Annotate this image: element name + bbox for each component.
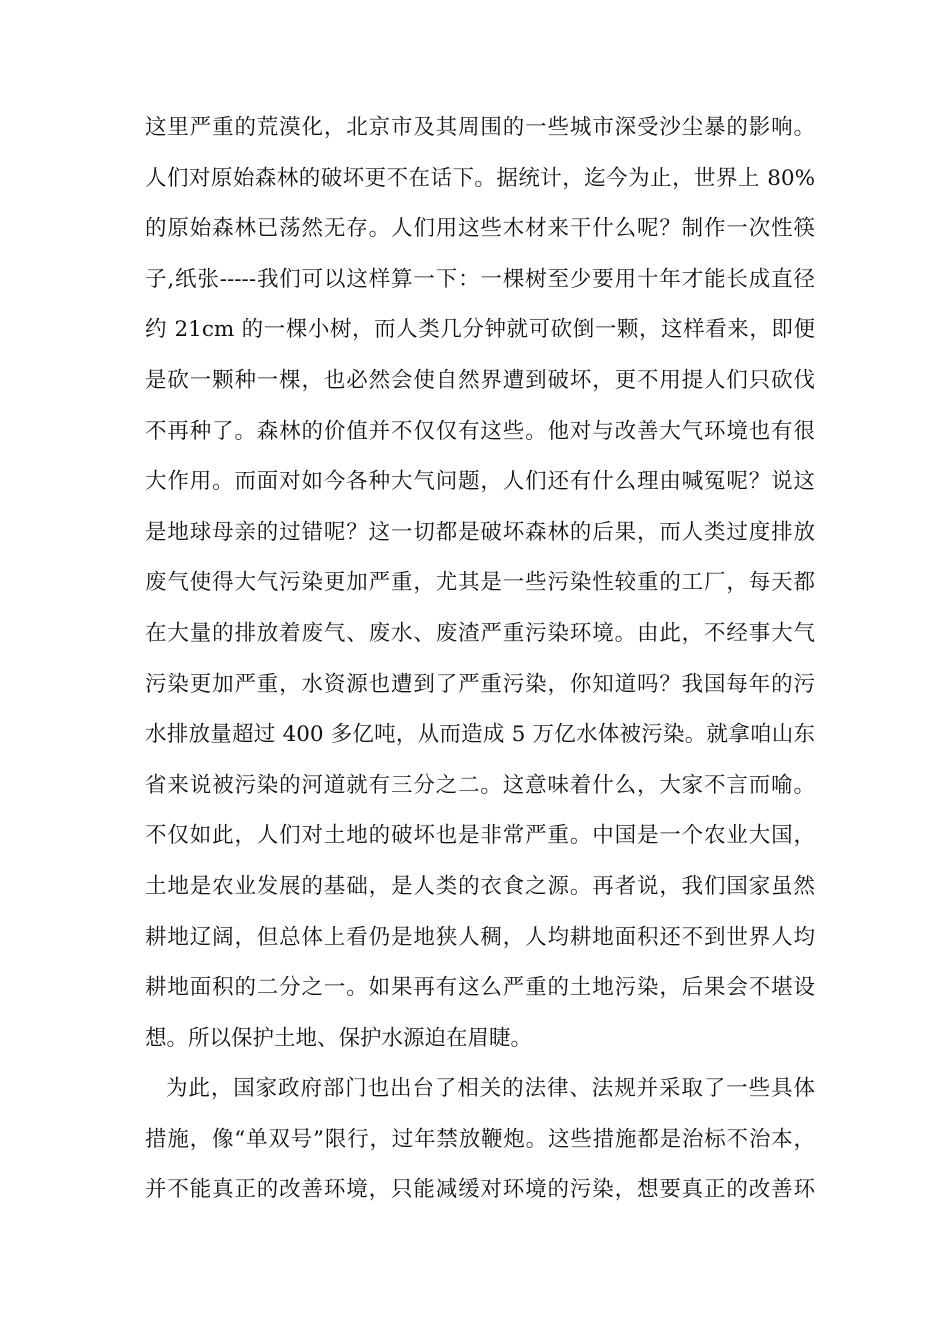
text-line: 想。所以保护土地、保护水源迫在眉睫。 — [145, 1025, 533, 1051]
text-line: 不再种了。森林的价值并不仅仅有这些。他对与改善大气环境也有很 — [145, 418, 815, 444]
text-line: 耕地面积的二分之一。如果再有这么严重的土地污染，后果会不堪设 — [145, 975, 815, 1001]
text-line: 约 21cm 的一棵小树，而人类几分钟就可砍倒一颗，这样看来，即便 — [145, 317, 815, 343]
text-line: 是砍一颗种一棵，也必然会使自然界遭到破坏，更不用提人们只砍伐 — [145, 367, 815, 393]
text-line: 并不能真正的改善环境，只能减缓对环境的污染，想要真正的改善环 — [145, 1177, 815, 1203]
text-line: 污染更加严重，水资源也遭到了严重污染，你知道吗？我国每年的污 — [145, 671, 815, 697]
text-line: 不仅如此，人们对土地的破坏也是非常严重。中国是一个农业大国， — [145, 823, 815, 849]
paragraph-start-line: 为此，国家政府部门也出台了相关的法律、法规并采取了一些具体 — [166, 1076, 815, 1102]
text-line: 措施，像“单双号”限行，过年禁放鞭炮。这些措施都是治标不治本， — [145, 1126, 815, 1152]
body-text — [145, 103, 815, 1216]
text-line: 子,纸张-----我们可以这样算一下：一棵树至少要用十年才能长成直径 — [145, 266, 815, 292]
text-line: 大作用。而面对如今各种大气问题，人们还有什么理由喊冤呢？说这 — [145, 469, 815, 495]
text-line: 人们对原始森林的破坏更不在话下。据统计，迄今为止，世界上 80% — [145, 165, 815, 191]
text-line: 废气使得大气污染更加严重，尤其是一些污染性较重的工厂，每天都 — [145, 570, 815, 596]
text-line: 的原始森林已荡然无存。人们用这些木材来干什么呢？制作一次性筷 — [145, 216, 815, 242]
text-line: 在大量的排放着废气、废水、废渣严重污染环境。由此，不经事大气 — [145, 620, 815, 646]
text-line: 水排放量超过 400 多亿吨，从而造成 5 万亿水体被污染。就拿咱山东 — [145, 722, 815, 748]
text-line: 这里严重的荒漠化，北京市及其周围的一些城市深受沙尘暴的影响。 — [145, 115, 815, 140]
text-line: 耕地辽阔，但总体上看仍是地狭人稠，人均耕地面积还不到世界人均 — [145, 924, 815, 950]
text-line: 土地是农业发展的基础，是人类的衣食之源。再者说，我们国家虽然 — [145, 873, 815, 899]
text-line: 省来说被污染的河道就有三分之二。这意味着什么，大家不言而喻。 — [145, 772, 815, 798]
text-line: 是地球母亲的过错呢？这一切都是破坏森林的后果，而人类过度排放 — [145, 519, 815, 545]
